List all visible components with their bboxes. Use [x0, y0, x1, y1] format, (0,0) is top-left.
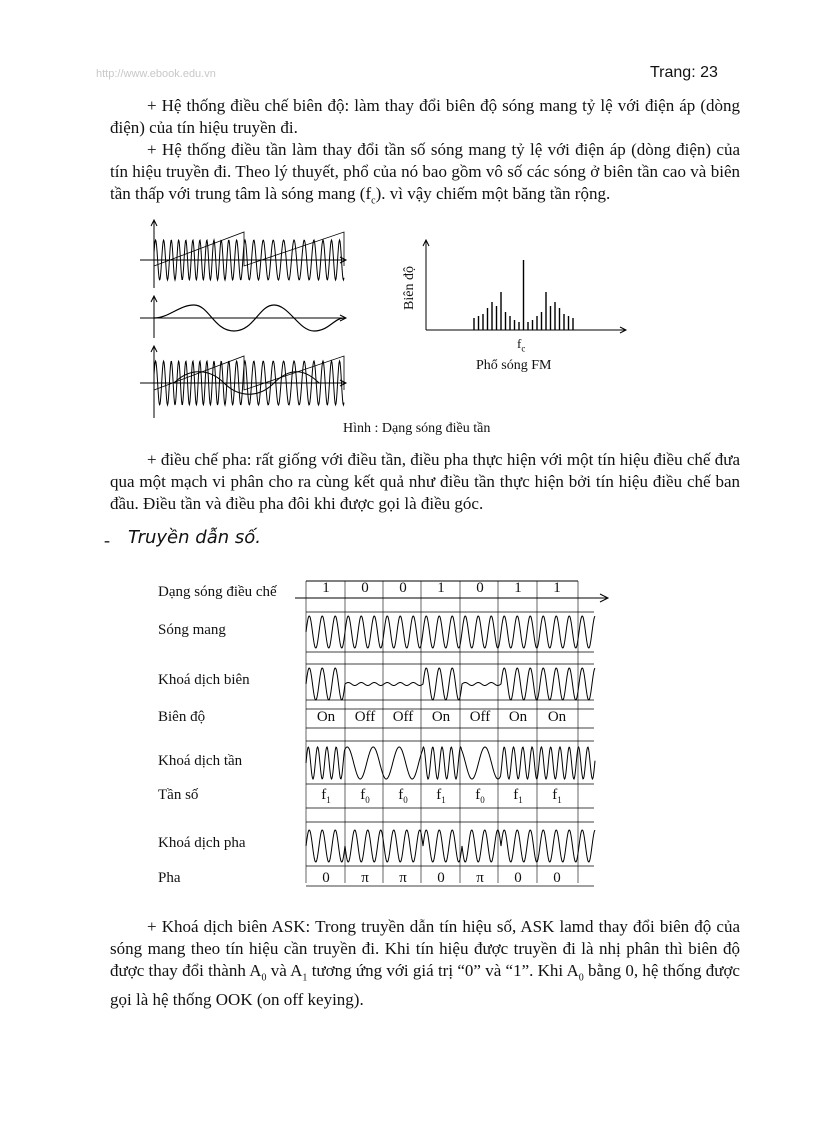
amplitude-value: Off [469, 709, 491, 725]
page-number: Trang: 23 [650, 64, 718, 81]
amplitude-value: On [547, 709, 567, 725]
phase-value: 0 [514, 870, 522, 886]
section-title: Truyền dẫn số. [128, 527, 261, 548]
phase-value: π [361, 870, 369, 886]
frequency-value: $f_1$ [436, 787, 446, 805]
bit-value: 0 [399, 580, 407, 596]
spectrum-caption: Phổ sóng FM [476, 358, 552, 373]
frequency-value: $f_1$ [321, 787, 331, 805]
phase-value: 0 [553, 870, 561, 886]
frequency-value: $f_1$ [513, 787, 523, 805]
amplitude-value: Off [354, 709, 376, 725]
label-fsk: Khoá dịch tần [158, 753, 243, 769]
label-psk: Khoá dịch pha [158, 835, 246, 851]
paragraph-ask: + Khoá dịch biên ASK: Trong truyền dẫn tín hiệu số, ASK lamd thay đổi biên độ của sóng mang theo tín hiệu cần truyền đi. Khi tín hiệu được truyền đi là nhị phân thì biên độ được thay đổi thành $A_0$ và $A_1$ tương ứng với giá trị “0” và “1”. Khi $A_0$ bằng 0, hệ thống được gọi là hệ thống OOK (on off keying). [110, 917, 740, 1010]
amplitude-value: Off [392, 709, 414, 725]
bit-value: 1 [322, 580, 330, 596]
frequency-value: $f_1$ [552, 787, 562, 805]
header-url[interactable]: http://www.ebook.edu.vn [96, 68, 216, 80]
section-dash: - [104, 530, 110, 550]
label-ask: Khoá dịch biên [158, 672, 250, 688]
phase-value: π [399, 870, 407, 886]
amplitude-value: On [316, 709, 336, 725]
bit-value: 0 [361, 580, 369, 596]
bit-value: 0 [476, 580, 484, 596]
paragraph-fm: + Hệ thống điều tần làm thay đổi tần số sóng mang tỷ lệ với điện áp (dòng điện) của tín hiệu truyền đi. Theo lý thuyết, phổ của nó bao gồm vô số các sóng ở biên tần cao và biên tần thấp với trung tâm là sóng mang $(f_c)$. vì vậy chiếm một băng tần rộng. [110, 140, 740, 207]
phase-value: π [476, 870, 484, 886]
phase-value: 0 [437, 870, 445, 886]
paragraph-am: + Hệ thống điều chế biên độ: làm thay đổi biên độ sóng mang tỷ lệ với điện áp (dòng điện) của tín hiệu truyền đi. [110, 96, 740, 137]
spectrum-yaxis-label: Biên độ [402, 266, 417, 310]
phase-value: 0 [322, 870, 330, 886]
amplitude-value: On [431, 709, 451, 725]
amplitude-value: On [508, 709, 528, 725]
frequency-value: $f_0$ [360, 787, 370, 805]
bit-value: 1 [437, 580, 445, 596]
paragraph-pm: + điều chế pha: rất giống với điều tần, điều pha thực hiện với một tín hiệu điều chế đưa qua một mạch vi phân cho ra cùng kết quả như điều tần thực hiện bởi tín hiệu điều chế ban đầu. Điều tần và điều pha đôi khi được gọi là điều góc. [110, 450, 740, 513]
label-amplitude: Biên độ [158, 709, 206, 725]
label-modulating: Dạng sóng điều chế [158, 584, 277, 600]
figure-caption: Hình : Dạng sóng điều tần [343, 421, 491, 436]
fc-label: $f_c$ [517, 336, 526, 354]
label-carrier: Sóng mang [158, 622, 226, 638]
frequency-value: $f_0$ [475, 787, 485, 805]
label-phase: Pha [158, 870, 181, 886]
bit-value: 1 [514, 580, 522, 596]
frequency-value: $f_0$ [398, 787, 408, 805]
bit-value: 1 [553, 580, 561, 596]
label-frequency: Tần số [158, 787, 199, 803]
